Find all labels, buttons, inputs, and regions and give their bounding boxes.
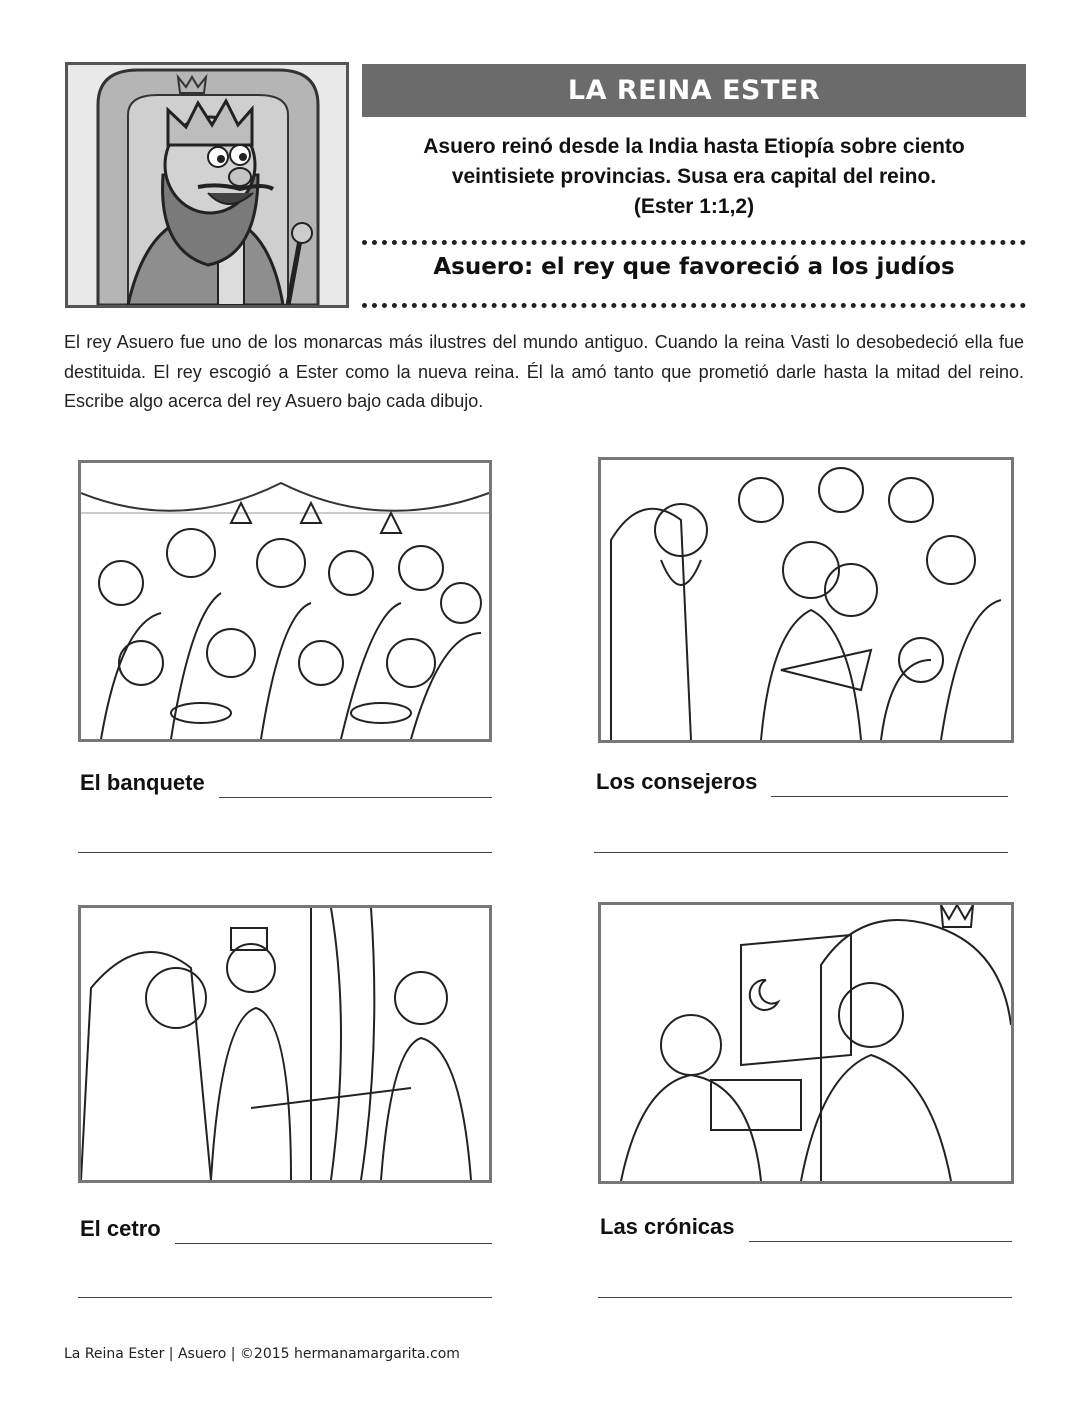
- chronicles-illustration: [598, 902, 1014, 1184]
- caption-label: El banquete: [80, 770, 205, 795]
- scepter-drawing: [81, 908, 489, 1180]
- page-footer: La Reina Ester | Asuero | ©2015 hermanamargarita.com: [64, 1346, 460, 1362]
- page-subtitle: Asuero: el rey que favoreció a los judíos: [433, 254, 955, 280]
- counselors-drawing: [601, 460, 1011, 740]
- caption-label: Las crónicas: [600, 1214, 735, 1239]
- verse-reference: (Ester 1:1,2): [633, 195, 755, 218]
- answer-line[interactable]: [771, 795, 1008, 797]
- king-illustration: [65, 62, 349, 308]
- scepter-illustration: [78, 905, 492, 1183]
- verse-line: Asuero reinó desde la India hasta Etiopía sobre ciento: [423, 135, 965, 158]
- caption-counselors: [596, 769, 1008, 795]
- king-drawing: [68, 65, 346, 305]
- answer-line[interactable]: [78, 852, 492, 853]
- page-title: LA REINA ESTER: [362, 64, 1026, 117]
- answer-line[interactable]: [175, 1242, 492, 1244]
- banquet-drawing: [81, 463, 489, 739]
- caption-scepter: [80, 1216, 492, 1242]
- answer-line[interactable]: [219, 796, 492, 798]
- answer-line[interactable]: [598, 1297, 1012, 1298]
- dotted-divider: [362, 303, 1026, 308]
- intro-paragraph: El rey Asuero fue uno de los monarcas más ilustres del mundo antiguo. Cuando la reina Vasti lo desobedeció ella fue destituida. El rey escogió a Ester como la nueva reina. Él la amó tanto que prometió darle hasta la mitad del reino. Escribe algo acerca del rey Asuero bajo cada dibujo.: [64, 332, 1024, 411]
- caption-label: El cetro: [80, 1216, 161, 1241]
- verse-line: veintisiete provincias. Susa era capital del reino.: [451, 165, 937, 188]
- caption-banquet: [80, 770, 492, 796]
- answer-line[interactable]: [78, 1297, 492, 1298]
- chronicles-drawing: [601, 905, 1011, 1181]
- counselors-illustration: [598, 457, 1014, 743]
- caption-chronicles: [600, 1214, 1012, 1240]
- answer-line[interactable]: [749, 1240, 1012, 1242]
- caption-label: Los consejeros: [596, 769, 758, 794]
- dotted-divider: [362, 240, 1026, 245]
- answer-line[interactable]: [594, 852, 1008, 853]
- bible-verse: [362, 132, 1026, 222]
- banquet-illustration: [78, 460, 492, 742]
